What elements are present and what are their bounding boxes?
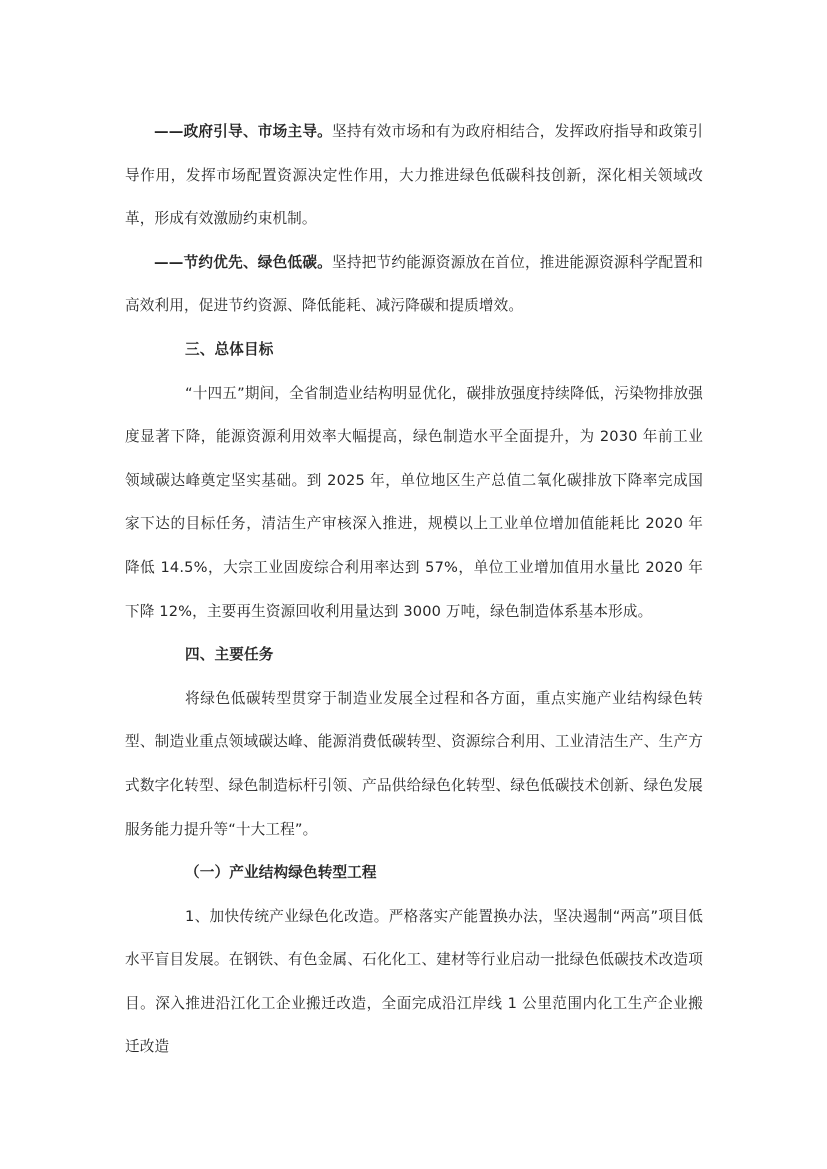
section-heading-overall-goals: 三、总体目标 xyxy=(185,340,274,358)
paragraph-text: 坚持把节约能源资源放在首位，推进能源资源科学配置和高效利用，促进节约资源、降低能耗、减污降碳和提质增效。 xyxy=(125,253,703,315)
paragraph-government-market xyxy=(125,110,703,241)
paragraph-traditional-industry xyxy=(125,895,703,1069)
paragraph-lead: ——政府引导、市场主导。 xyxy=(154,123,333,140)
subsection-heading-industry-structure: （一）产业结构绿色转型工程 xyxy=(185,864,377,882)
item-lead: 1、加快传统产业绿色化改造。 xyxy=(185,907,389,925)
section-heading-main-tasks: 四、主要任务 xyxy=(185,646,274,664)
paragraph-text: 坚持有效市场和有为政府相结合，发挥政府指导和政策引导作用，发挥市场配置资源决定性作用，大力推进绿色低碳科技创新，深化相关领域改革，形成有效激励约束机制。 xyxy=(125,123,703,228)
paragraph-main-tasks: 将绿色低碳转型贯穿于制造业发展全过程和各方面，重点实施产业结构绿色转型、制造业重点领域碳达峰、能源消费低碳转型、资源综合利用、工业清洁生产、生产方式数字化转型、绿色制造标杆引领、产品供给绿色化转型、绿色低碳技术创新、绿色发展服务能力提升等“十大工程”。 xyxy=(125,689,703,838)
paragraph-saving-green xyxy=(125,241,703,328)
paragraph-overall-goals: “十四五”期间，全省制造业结构明显优化，碳排放强度持续降低，污染物排放强度显著下降，能源资源利用效率大幅提高，绿色制造水平全面提升，为 2030 年前工业领域碳达峰奠定坚实基础。到 2025 年，单位地区生产总值二氧化碳排放下降率完成国家下达的目标任务，清洁生产审核深入推进，规模以上工业单位增加值能耗比 2020 年降低 14.5%，大宗工业固废综合利用率达到 57%，单位工业增加值用水量比 2020 年下降 12%，主要再生资源回收利用量达到 3000 万吨，绿色制造体系基本形成。 xyxy=(125,384,703,620)
paragraph-lead: ——节约优先、绿色低碳。 xyxy=(154,253,333,271)
item-text: 严格落实产能置换办法，坚决遏制“两高”项目低水平盲目发展。在钢铁、有色金属、石化化工、建材等行业启动一批绿色低碳技术改造项目。深入推进沿江化工企业搬迁改造，全面完成沿江岸线 1 公里范围内化工生产企业搬迁改造 xyxy=(125,907,703,1056)
